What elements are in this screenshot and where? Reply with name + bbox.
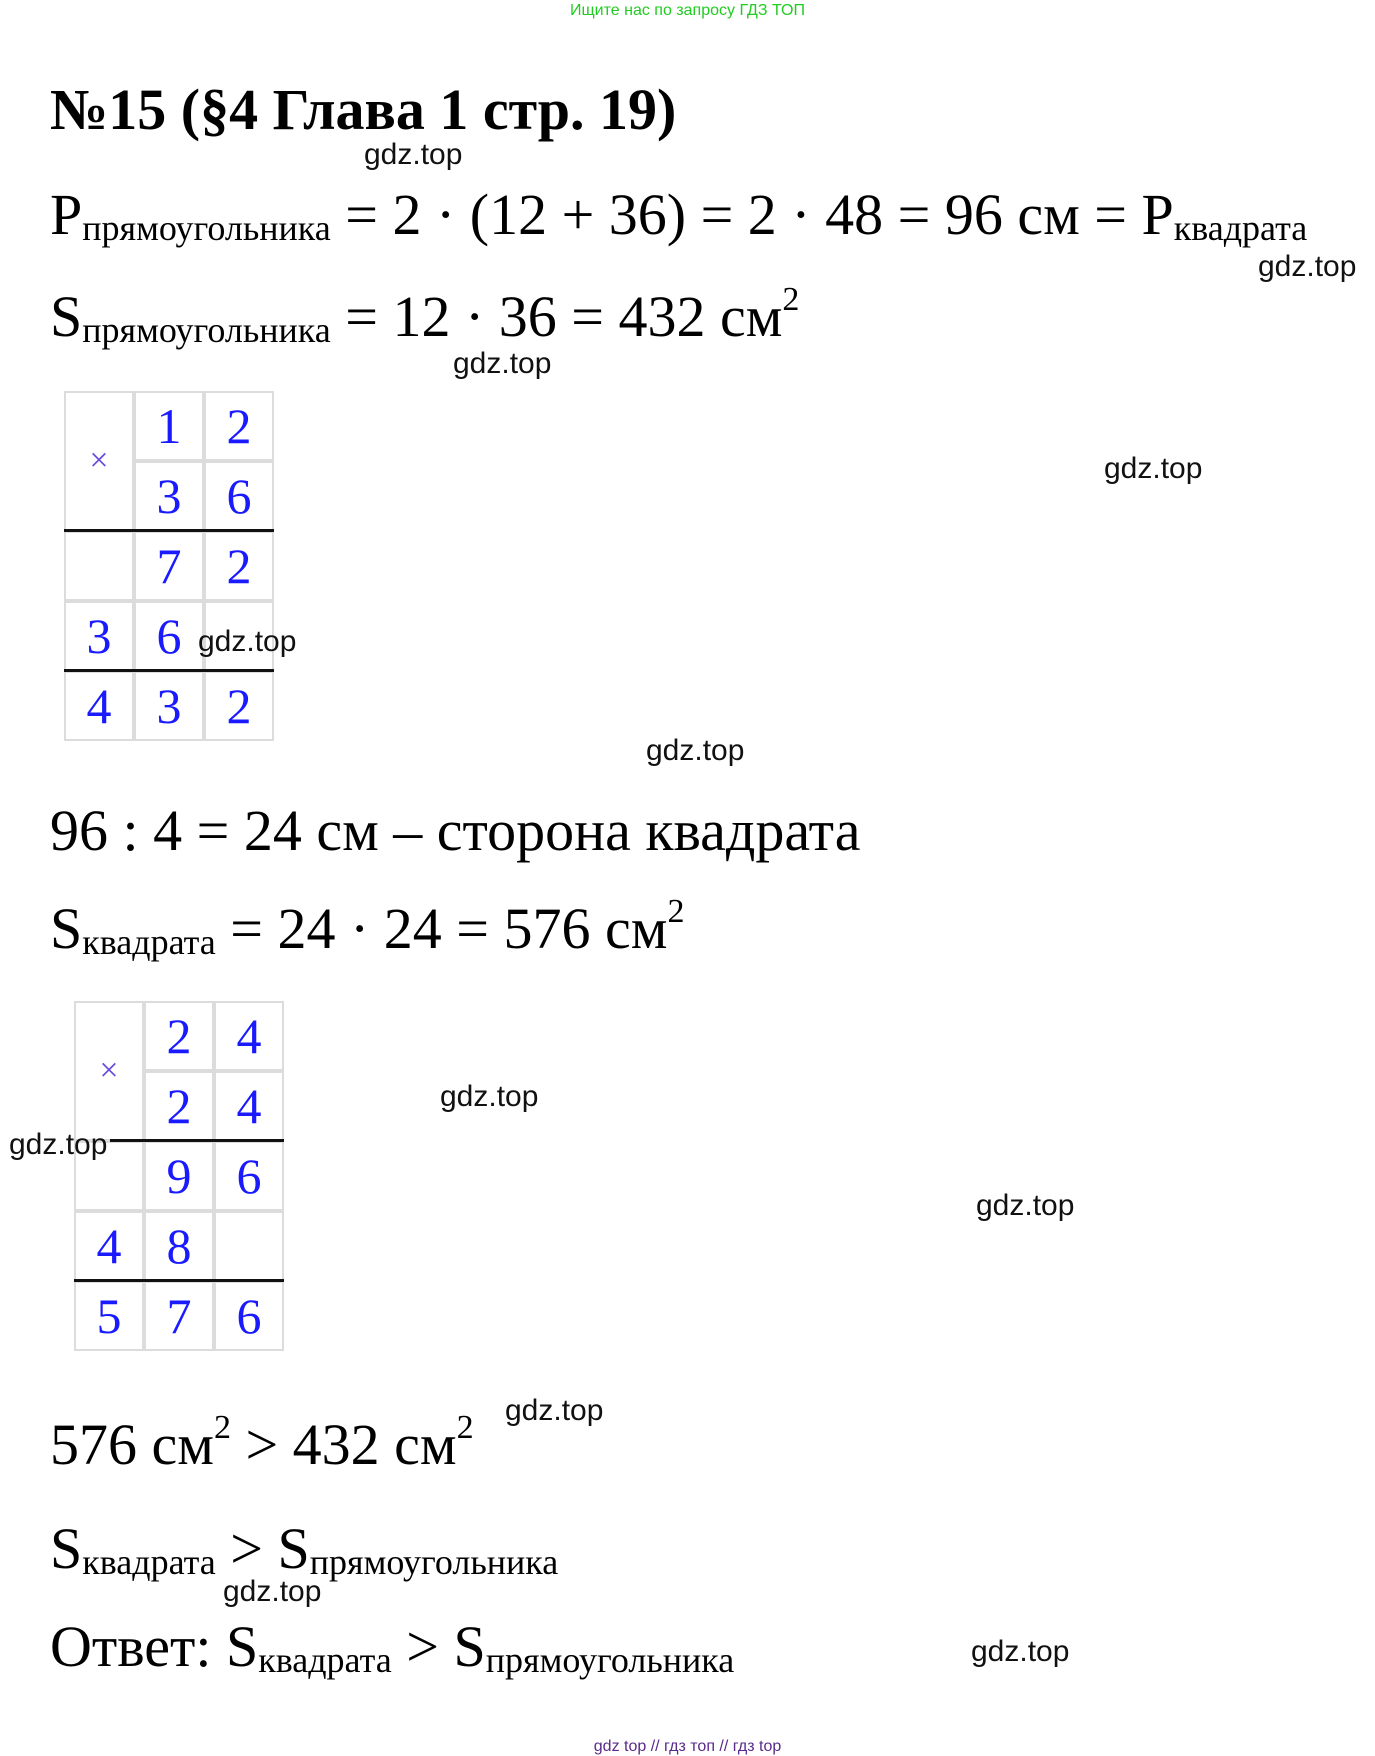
subscript: квадрата	[82, 922, 216, 962]
watermark: gdz.top	[364, 138, 463, 171]
search-banner[interactable]: Ищите нас по запросу ГДЗ ТОП	[570, 2, 805, 19]
sum-line	[74, 1279, 284, 1282]
page-title: №15 (§4 Глава 1 стр. 19)	[50, 77, 677, 142]
digit-cell: 7	[134, 531, 204, 601]
conclusion-line	[50, 1516, 559, 1582]
watermark: gdz.top	[976, 1189, 1075, 1222]
symbol: S	[453, 1614, 486, 1679]
digit-cell: 2	[204, 531, 274, 601]
subscript: прямоугольника	[82, 310, 331, 350]
answer-label: Ответ:	[50, 1614, 226, 1679]
expression: = 24 · 24 = 576 см	[215, 896, 668, 961]
digit-cell: 5	[74, 1281, 144, 1351]
digit-cell: 4	[214, 1001, 284, 1071]
digit-cell: 2	[144, 1001, 214, 1071]
digit-cell: 6	[214, 1141, 284, 1211]
expression: >	[215, 1516, 278, 1581]
superscript: 2	[782, 281, 800, 318]
superscript: 2	[213, 1409, 231, 1446]
watermark: gdz.top	[9, 1128, 108, 1161]
digit-cell: 7	[144, 1281, 214, 1351]
footer-links[interactable]: gdz top // гдз топ // гдз top	[593, 1738, 782, 1755]
symbol: S	[50, 1516, 83, 1581]
digit-cell: 2	[204, 391, 274, 461]
digit-cell: 4	[64, 671, 134, 741]
superscript: 2	[456, 1409, 474, 1446]
digit-cell: 6	[214, 1281, 284, 1351]
watermark: gdz.top	[1258, 250, 1357, 283]
sum-line	[64, 529, 274, 532]
digit-cell: 9	[144, 1141, 214, 1211]
digit-cell	[214, 1211, 284, 1281]
expression: = 12 · 36 = 432 см	[330, 284, 783, 349]
rect-area-line	[50, 281, 800, 350]
subscript: квадрата	[1173, 208, 1308, 248]
square-area-line	[50, 893, 685, 962]
digit-cell	[64, 531, 134, 601]
symbol: S	[50, 896, 83, 961]
digit-cell: 3	[134, 461, 204, 531]
digit-cell: 6	[134, 601, 204, 671]
digit-cell: 3	[64, 601, 134, 671]
subscript: квадрата	[258, 1640, 392, 1680]
watermark: gdz.top	[505, 1394, 604, 1427]
perimeter-line	[50, 182, 1308, 248]
symbol: S	[225, 1614, 259, 1679]
digit-cell: 4	[214, 1071, 284, 1141]
subscript: прямоугольника	[82, 208, 331, 248]
sum-line	[110, 1139, 284, 1142]
digit-cell: 6	[204, 461, 274, 531]
watermark: gdz.top	[223, 1575, 322, 1608]
subscript: прямоугольника	[485, 1640, 735, 1680]
digit-cell: 2	[204, 671, 274, 741]
digit-cell: 4	[74, 1211, 144, 1281]
answer-line	[50, 1614, 735, 1680]
multiply-sign: ×	[74, 1001, 144, 1141]
watermark: gdz.top	[453, 347, 552, 380]
digit-cell: 8	[144, 1211, 214, 1281]
digit-cell: 3	[134, 671, 204, 741]
digit-cell: 2	[144, 1071, 214, 1141]
multiply-sign: ×	[64, 391, 134, 531]
subscript: прямоугольника	[309, 1542, 559, 1582]
sum-line	[64, 669, 274, 672]
subscript: квадрата	[82, 1542, 216, 1582]
expression: 576 см	[50, 1412, 214, 1477]
expression: >	[391, 1614, 454, 1679]
watermark: gdz.top	[1104, 452, 1203, 485]
compare-line	[50, 1409, 474, 1477]
expression: > 432 см	[230, 1412, 457, 1477]
side-line: 96 : 4 = 24 см – сторона квадрата	[50, 798, 861, 863]
symbol: P	[50, 182, 83, 247]
watermark: gdz.top	[971, 1635, 1070, 1668]
watermark: gdz.top	[198, 625, 297, 658]
symbol: S	[277, 1516, 310, 1581]
watermark: gdz.top	[440, 1080, 539, 1113]
watermark: gdz.top	[646, 734, 745, 767]
digit-cell: 1	[134, 391, 204, 461]
symbol: S	[50, 284, 83, 349]
expression: = 2 · (12 + 36) = 2 · 48 = 96 см = P	[330, 182, 1174, 247]
superscript: 2	[667, 893, 685, 930]
